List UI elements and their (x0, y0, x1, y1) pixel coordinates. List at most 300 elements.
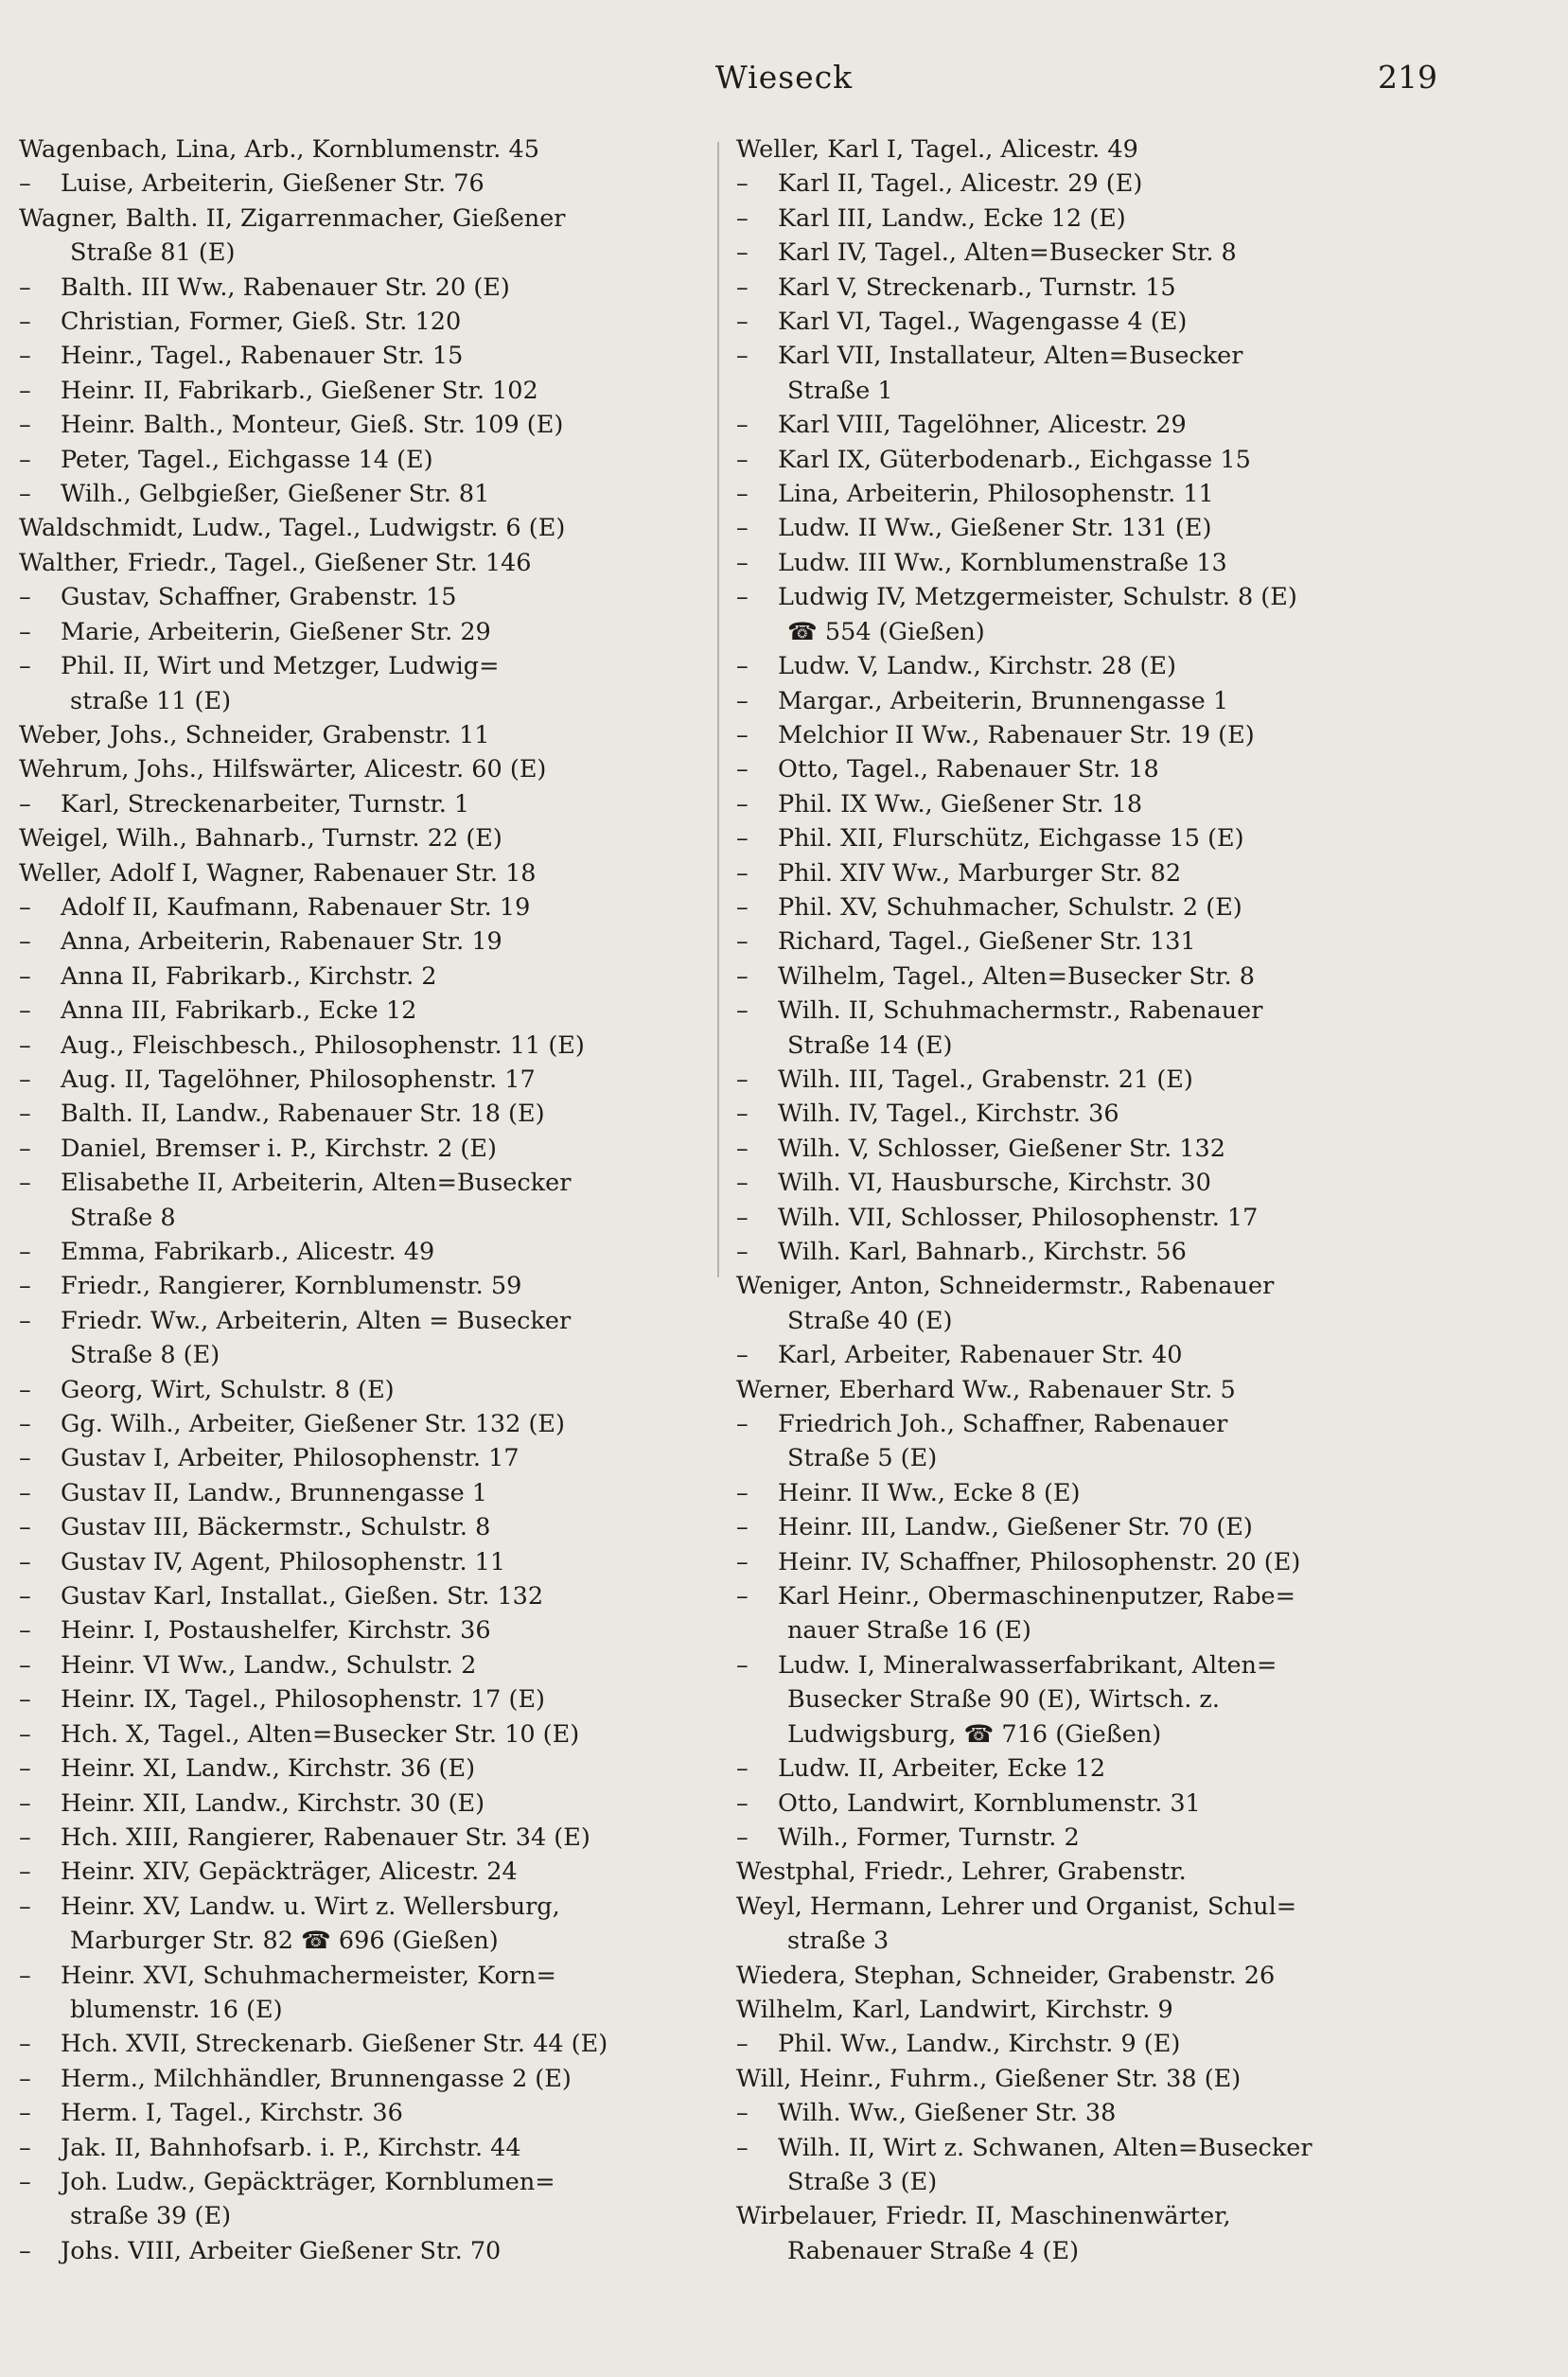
directory-entry (19, 787, 700, 821)
directory-entry (19, 1682, 700, 1717)
directory-entry (736, 2199, 1418, 2233)
page-title: Wieseck (714, 59, 854, 96)
entry-text: Heinr. II Ww., Ecke 8 (E) (778, 1478, 1081, 1507)
entry-text: blumenstr. 16 (E) (70, 1995, 283, 2024)
entry-text: Wilh., Former, Turnstr. 2 (778, 1822, 1080, 1852)
directory-entry (19, 1717, 700, 1752)
entry-text: Heinr. XIV, Gepäckträger, Alicestr. 24 (61, 1858, 518, 1887)
entry-text: Herm. I, Tagel., Kirchstr. 36 (61, 2099, 403, 2128)
entry-text: Jak. II, Bahnhofsarb. i. P., Kirchstr. 44 (61, 2133, 521, 2162)
ditto-dash: – (19, 273, 31, 302)
entry-text: Aug., Fleischbesch., Philosophenstr. 11 (E) (61, 1030, 585, 1060)
directory-entry (736, 2062, 1418, 2096)
entry-text: Straße 1 (787, 376, 893, 405)
entry-text: Anna, Arbeiterin, Rabenauer Str. 19 (61, 927, 502, 957)
ditto-dash: – (736, 1513, 749, 1542)
entry-text: Emma, Fabrikarb., Alicestr. 49 (61, 1238, 435, 1266)
entry-text: Heinr. III, Landw., Gießener Str. 70 (E) (778, 1513, 1253, 1542)
entry-text: Hch. XIII, Rangierer, Rabenauer Str. 34 (E) (61, 1822, 590, 1852)
entry-continuation (736, 1924, 1418, 1958)
ditto-dash: – (736, 824, 749, 854)
entry-text: Heinr. XV, Landw. u. Wirt z. Wellersburg, (61, 1892, 560, 1921)
ditto-dash: – (19, 2064, 31, 2093)
entry-text: Gustav IV, Agent, Philosophenstr. 11 (61, 1547, 506, 1576)
ditto-dash: – (736, 789, 749, 819)
directory-entry (19, 1235, 700, 1269)
entry-text: Karl, Streckenarbeiter, Turnstr. 1 (61, 789, 470, 819)
entry-text: Straße 81 (E) (70, 238, 236, 268)
entry-text: Wilh. III, Tagel., Grabenstr. 21 (E) (778, 1065, 1193, 1094)
directory-entry (736, 752, 1418, 786)
ditto-dash: – (736, 273, 749, 302)
entry-text: Marburger Str. 82 ☎ 696 (Gießen) (70, 1927, 499, 1956)
column-divider (717, 142, 719, 1277)
entry-text: Wilhelm, Karl, Landwirt, Kirchstr. 9 (736, 1995, 1173, 2024)
entry-text: ☎ 554 (Gießen) (787, 617, 985, 646)
directory-entry (19, 1752, 700, 1786)
entry-text: straße 3 (787, 1927, 890, 1956)
directory-entry (19, 511, 700, 545)
directory-entry (736, 1545, 1418, 1579)
ditto-dash: – (736, 1547, 749, 1576)
directory-entry (19, 890, 700, 924)
entry-text: Rabenauer Straße 4 (E) (787, 2236, 1080, 2265)
directory-entry (19, 1510, 700, 1544)
entry-text: Phil. IX Ww., Gießener Str. 18 (778, 789, 1143, 819)
entry-text: Heinr. IX, Tagel., Philosophenstr. 17 (E) (61, 1685, 546, 1715)
entry-text: Will, Heinr., Fuhrm., Gießener Str. 38 (E) (736, 2064, 1242, 2093)
ditto-dash: – (736, 2099, 749, 2128)
ditto-dash: – (736, 858, 749, 888)
directory-entry (19, 305, 700, 339)
directory-entry (736, 271, 1418, 305)
entry-text: Luise, Arbeiterin, Gießener Str. 76 (61, 169, 484, 199)
ditto-dash: – (736, 2030, 749, 2059)
ditto-dash: – (736, 308, 749, 337)
directory-entry (736, 1063, 1418, 1097)
ditto-dash: – (19, 1616, 31, 1646)
entry-continuation (736, 1029, 1418, 1063)
entry-text: Karl, Arbeiter, Rabenauer Str. 40 (778, 1341, 1183, 1370)
entry-text: Gustav Karl, Installat., Gießen. Str. 132 (61, 1582, 544, 1611)
entry-text: Herm., Milchhändler, Brunnengasse 2 (E) (61, 2064, 572, 2093)
directory-entry (19, 1166, 700, 1200)
directory-entry (19, 994, 700, 1028)
entry-text: Anna II, Fabrikarb., Kirchstr. 2 (61, 961, 437, 991)
directory-entry (19, 1097, 700, 1131)
ditto-dash: – (736, 2133, 749, 2162)
entry-text: Karl VIII, Tagelöhner, Alicestr. 29 (778, 411, 1187, 440)
directory-entry (736, 305, 1418, 339)
directory-entry (736, 2027, 1418, 2061)
ditto-dash: – (19, 342, 31, 371)
entry-text: Heinr. Balth., Monteur, Gieß. Str. 109 (E) (61, 411, 564, 440)
directory-entry (19, 167, 700, 201)
directory-entry (19, 1029, 700, 1063)
directory-entry (19, 2062, 700, 2096)
ditto-dash: – (19, 445, 31, 474)
entry-text: Ludwig IV, Metzgermeister, Schulstr. 8 (E) (778, 583, 1297, 612)
entry-text: Wagner, Balth. II, Zigarrenmacher, Gießener (19, 203, 566, 233)
directory-entry (736, 408, 1418, 442)
entry-text: Melchior II Ww., Rabenauer Str. 19 (E) (778, 720, 1255, 749)
ditto-dash: – (19, 1892, 31, 1921)
ditto-dash: – (736, 514, 749, 543)
directory-entry (19, 339, 700, 373)
ditto-dash: – (19, 961, 31, 991)
entry-continuation (19, 1201, 700, 1235)
entry-text: Wilh. Karl, Bahnarb., Kirchstr. 56 (778, 1238, 1187, 1266)
ditto-dash: – (736, 686, 749, 715)
directory-entry (19, 1476, 700, 1510)
ditto-dash: – (19, 1650, 31, 1680)
ditto-dash: – (19, 2133, 31, 2162)
ditto-dash: – (19, 583, 31, 612)
entry-text: Straße 5 (E) (787, 1444, 938, 1473)
entry-text: Karl Heinr., Obermaschinenputzer, Rabe= (778, 1582, 1295, 1611)
directory-entry (736, 787, 1418, 821)
directory-entry (736, 1752, 1418, 1786)
entry-continuation (736, 374, 1418, 408)
directory-entry (19, 1855, 700, 1889)
ditto-dash: – (19, 1822, 31, 1852)
entry-text: Richard, Tagel., Gießener Str. 131 (778, 927, 1196, 957)
ditto-dash: – (19, 1169, 31, 1198)
directory-entry (19, 1787, 700, 1821)
entry-text: straße 39 (E) (70, 2202, 232, 2231)
entry-text: Marie, Arbeiterin, Gießener Str. 29 (61, 617, 491, 646)
entry-continuation (19, 2199, 700, 2233)
directory-entry (736, 443, 1418, 477)
ditto-dash: – (736, 1238, 749, 1266)
ditto-dash: – (19, 411, 31, 440)
ditto-dash: – (19, 1858, 31, 1887)
ditto-dash: – (736, 342, 749, 371)
ditto-dash: – (19, 1685, 31, 1715)
entry-continuation (736, 615, 1418, 649)
entry-continuation (19, 236, 700, 270)
directory-entry (19, 1648, 700, 1682)
directory-entry (19, 718, 700, 752)
entry-text: Wilh. II, Schuhmachermstr., Rabenauer (778, 996, 1263, 1026)
entry-text: Straße 8 (E) (70, 1341, 220, 1370)
ditto-dash: – (736, 238, 749, 268)
directory-entry (736, 2096, 1418, 2130)
ditto-dash: – (736, 445, 749, 474)
directory-entry (736, 2131, 1418, 2165)
ditto-dash: – (736, 583, 749, 612)
directory-entry (736, 1235, 1418, 1269)
directory-entry (19, 443, 700, 477)
entry-text: Karl VI, Tagel., Wagengasse 4 (E) (778, 308, 1188, 337)
entry-text: Phil. XV, Schuhmacher, Schulstr. 2 (E) (778, 892, 1242, 922)
ditto-dash: – (19, 1547, 31, 1576)
entry-text: Wilh. VI, Hausbursche, Kirchstr. 30 (778, 1169, 1211, 1198)
ditto-dash: – (19, 789, 31, 819)
entry-text: Daniel, Bremser i. P., Kirchstr. 2 (E) (61, 1134, 497, 1163)
ditto-dash: – (736, 548, 749, 577)
ditto-dash: – (19, 892, 31, 922)
ditto-dash: – (19, 1478, 31, 1507)
entry-text: Johs. VIII, Arbeiter Gießener Str. 70 (61, 2236, 502, 2265)
directory-entry (19, 615, 700, 649)
entry-text: Anna III, Fabrikarb., Ecke 12 (61, 996, 417, 1026)
directory-entry (19, 1821, 700, 1855)
ditto-dash: – (736, 1065, 749, 1094)
entry-text: Wilh. V, Schlosser, Gießener Str. 132 (778, 1134, 1225, 1163)
ditto-dash: – (736, 961, 749, 991)
entry-text: Ludw. V, Landw., Kirchstr. 28 (E) (778, 652, 1176, 681)
ditto-dash: – (19, 1961, 31, 1990)
entry-text: Wilh., Gelbgießer, Gießener Str. 81 (61, 480, 490, 509)
ditto-dash: – (736, 892, 749, 922)
directory-entry (19, 408, 700, 442)
directory-entry (19, 924, 700, 959)
ditto-dash: – (736, 1169, 749, 1198)
entry-text: Balth. II, Landw., Rabenauer Str. 18 (E) (61, 1100, 545, 1129)
directory-entry (736, 1821, 1418, 1855)
directory-entry (736, 1993, 1418, 2027)
directory-entry (19, 132, 700, 167)
ditto-dash: – (736, 1788, 749, 1818)
ditto-dash: – (736, 1341, 749, 1370)
ditto-dash: – (19, 1306, 31, 1335)
entry-text: Wirbelauer, Friedr. II, Maschinenwärter, (736, 2202, 1231, 2231)
directory-entry (19, 1269, 700, 1303)
entry-text: Friedrich Joh., Schaffner, Rabenauer (778, 1410, 1228, 1439)
directory-entry (19, 752, 700, 786)
entry-text: Wilh. II, Wirt z. Schwanen, Alten=Busecker (778, 2133, 1313, 2162)
ditto-dash: – (736, 755, 749, 784)
directory-entry (19, 1304, 700, 1338)
right-column (736, 132, 1418, 2356)
ditto-dash: – (736, 1134, 749, 1163)
directory-entry (19, 1132, 700, 1166)
entry-text: Karl IX, Güterbodenarb., Eichgasse 15 (778, 445, 1251, 474)
entry-text: Hch. XVII, Streckenarb. Gießener Str. 44 (E) (61, 2030, 608, 2059)
ditto-dash: – (19, 1238, 31, 1266)
directory-entry (736, 477, 1418, 511)
ditto-dash: – (19, 1513, 31, 1542)
entry-text: Heinr. II, Fabrikarb., Gießener Str. 102 (61, 376, 538, 405)
directory-entry (736, 167, 1418, 201)
ditto-dash: – (19, 376, 31, 405)
entry-continuation (736, 2165, 1418, 2199)
directory-entry (19, 1613, 700, 1647)
ditto-dash: – (736, 720, 749, 749)
page-number: 219 (1378, 59, 1437, 96)
directory-entry (19, 1373, 700, 1407)
entry-text: Walther, Friedr., Tagel., Gießener Str. 146 (19, 548, 532, 577)
entry-text: Lina, Arbeiterin, Philosophenstr. 11 (778, 480, 1214, 509)
entry-text: Heinr. XVI, Schuhmachermeister, Korn= (61, 1961, 556, 1990)
entry-text: Waldschmidt, Ludw., Tagel., Ludwigstr. 6 (E) (19, 514, 566, 543)
directory-entry (19, 2096, 700, 2130)
entry-continuation (736, 1717, 1418, 1752)
entry-text: Straße 40 (E) (787, 1306, 953, 1335)
entry-text: Heinr. I, Postaushelfer, Kirchstr. 36 (61, 1616, 491, 1646)
ditto-dash: – (736, 480, 749, 509)
entry-continuation (736, 1304, 1418, 1338)
entry-text: Wilhelm, Tagel., Alten=Busecker Str. 8 (778, 961, 1255, 991)
directory-entry (736, 1201, 1418, 1235)
entry-text: Heinr., Tagel., Rabenauer Str. 15 (61, 342, 464, 371)
running-head (0, 59, 1568, 106)
directory-entry (736, 202, 1418, 236)
directory-entry (736, 1373, 1418, 1407)
ditto-dash: – (736, 1203, 749, 1232)
entry-continuation (736, 1682, 1418, 1717)
directory-entry (736, 1476, 1418, 1510)
directory-entry (736, 994, 1418, 1028)
entry-text: Weber, Johs., Schneider, Grabenstr. 11 (19, 720, 490, 749)
directory-entry (736, 821, 1418, 855)
entry-text: Phil. Ww., Landw., Kirchstr. 9 (E) (778, 2030, 1181, 2059)
directory-entry (736, 1959, 1418, 1993)
directory-entry (19, 1441, 700, 1475)
directory-entry (736, 1338, 1418, 1372)
directory-entry (736, 339, 1418, 373)
directory-entry (19, 2027, 700, 2061)
entry-text: Ludwigsburg, ☎ 716 (Gießen) (787, 1719, 1162, 1749)
ditto-dash: – (19, 169, 31, 199)
left-column (19, 132, 700, 2356)
entry-text: Straße 14 (E) (787, 1030, 953, 1060)
directory-entry (736, 1132, 1418, 1166)
directory-entry (736, 924, 1418, 959)
entry-text: Straße 8 (70, 1203, 176, 1232)
entry-text: Aug. II, Tagelöhner, Philosophenstr. 17 (61, 1065, 536, 1094)
directory-entry (19, 960, 700, 994)
ditto-dash: – (19, 2099, 31, 2128)
entry-continuation (19, 684, 700, 718)
entry-text: Georg, Wirt, Schulstr. 8 (E) (61, 1375, 395, 1404)
entry-text: Weller, Karl I, Tagel., Alicestr. 49 (736, 135, 1138, 164)
ditto-dash: – (19, 2236, 31, 2265)
entry-text: Busecker Straße 90 (E), Wirtsch. z. (787, 1685, 1220, 1715)
directory-entry (19, 546, 700, 580)
directory-entry (736, 1269, 1418, 1303)
ditto-dash: – (19, 1100, 31, 1129)
entry-text: Westphal, Friedr., Lehrer, Grabenstr. (736, 1858, 1187, 1887)
ditto-dash: – (736, 1754, 749, 1784)
ditto-dash: – (19, 1719, 31, 1749)
ditto-dash: – (19, 927, 31, 957)
directory-entry (19, 1407, 700, 1441)
ditto-dash: – (19, 2030, 31, 2059)
ditto-dash: – (19, 1065, 31, 1094)
entry-text: Otto, Landwirt, Kornblumenstr. 31 (778, 1788, 1201, 1818)
entry-continuation (19, 1338, 700, 1372)
entry-continuation (736, 1613, 1418, 1647)
entry-text: Phil. XII, Flurschütz, Eichgasse 15 (E) (778, 824, 1244, 854)
directory-entry (19, 1959, 700, 1993)
ditto-dash: – (736, 996, 749, 1026)
ditto-dash: – (736, 169, 749, 199)
entry-text: Karl VII, Installateur, Alten=Busecker (778, 342, 1243, 371)
entry-text: Karl II, Tagel., Alicestr. 29 (E) (778, 169, 1143, 199)
directory-entry (19, 649, 700, 683)
entry-text: Karl III, Landw., Ecke 12 (E) (778, 203, 1126, 233)
entry-text: Friedr., Rangierer, Kornblumenstr. 59 (61, 1272, 522, 1301)
directory-entry (736, 1407, 1418, 1441)
ditto-dash: – (19, 1788, 31, 1818)
directory-entry (19, 821, 700, 855)
entry-text: Karl V, Streckenarb., Turnstr. 15 (778, 273, 1176, 302)
ditto-dash: – (19, 308, 31, 337)
ditto-dash: – (19, 617, 31, 646)
entry-text: Ludw. I, Mineralwasserfabrikant, Alten= (778, 1650, 1277, 1680)
entry-text: Gg. Wilh., Arbeiter, Gießener Str. 132 (E) (61, 1410, 565, 1439)
ditto-dash: – (19, 1582, 31, 1611)
entry-text: nauer Straße 16 (E) (787, 1616, 1031, 1646)
entry-text: Gustav I, Arbeiter, Philosophenstr. 17 (61, 1444, 520, 1473)
entry-text: Wilh. IV, Tagel., Kirchstr. 36 (778, 1100, 1119, 1129)
entry-text: Adolf II, Kaufmann, Rabenauer Str. 19 (61, 892, 531, 922)
directory-entry (736, 1890, 1418, 1924)
ditto-dash: – (736, 1822, 749, 1852)
entry-text: Wilh. VII, Schlosser, Philosophenstr. 17 (778, 1203, 1259, 1232)
ditto-dash: – (19, 480, 31, 509)
directory-entry (736, 511, 1418, 545)
entry-text: Gustav II, Landw., Brunnengasse 1 (61, 1478, 488, 1507)
entry-text: Gustav, Schaffner, Grabenstr. 15 (61, 583, 457, 612)
entry-text: Gustav III, Bäckermstr., Schulstr. 8 (61, 1513, 491, 1542)
directory-entry (736, 236, 1418, 270)
ditto-dash: – (19, 1410, 31, 1439)
ditto-dash: – (19, 1444, 31, 1473)
directory-entry (19, 580, 700, 614)
entry-text: Wiedera, Stephan, Schneider, Grabenstr. 26 (736, 1961, 1276, 1990)
directory-entry (736, 649, 1418, 683)
ditto-dash: – (736, 203, 749, 233)
entry-text: Heinr. IV, Schaffner, Philosophenstr. 20 (E) (778, 1547, 1301, 1576)
directory-entry (19, 374, 700, 408)
directory-entry (19, 202, 700, 236)
entry-continuation (19, 1924, 700, 1958)
directory-entry (19, 2165, 700, 2199)
entry-text: Weigel, Wilh., Bahnarb., Turnstr. 22 (E) (19, 824, 502, 854)
entry-text: Ludw. II Ww., Gießener Str. 131 (E) (778, 514, 1212, 543)
directory-entry (736, 1166, 1418, 1200)
directory-entry (736, 890, 1418, 924)
directory-entry (736, 684, 1418, 718)
directory-entry (19, 2234, 700, 2268)
ditto-dash: – (19, 2167, 31, 2196)
entry-text: Balth. III Ww., Rabenauer Str. 20 (E) (61, 273, 510, 302)
directory-entry (736, 1787, 1418, 1821)
ditto-dash: – (19, 1272, 31, 1301)
entry-text: Karl IV, Tagel., Alten=Busecker Str. 8 (778, 238, 1237, 268)
entry-text: Phil. II, Wirt und Metzger, Ludwig= (61, 652, 500, 681)
directory-entry (736, 1097, 1418, 1131)
directory-entry (19, 1063, 700, 1097)
entry-text: Elisabethe II, Arbeiterin, Alten=Busecker (61, 1169, 572, 1198)
entry-text: Heinr. VI Ww., Landw., Schulstr. 2 (61, 1650, 477, 1680)
entry-text: Weyl, Hermann, Lehrer und Organist, Schul= (736, 1892, 1297, 1921)
directory-entry (736, 132, 1418, 167)
entry-text: Margar., Arbeiterin, Brunnengasse 1 (778, 686, 1229, 715)
directory-entry (19, 1579, 700, 1613)
entry-text: Phil. XIV Ww., Marburger Str. 82 (778, 858, 1182, 888)
ditto-dash: – (736, 927, 749, 957)
directory-entry (736, 1579, 1418, 1613)
entry-text: Weller, Adolf I, Wagner, Rabenauer Str. 18 (19, 858, 537, 888)
entry-text: Christian, Former, Gieß. Str. 120 (61, 308, 462, 337)
directory-entry (736, 1855, 1418, 1889)
entry-text: Wehrum, Johs., Hilfswärter, Alicestr. 60 (E) (19, 755, 547, 784)
entry-text: straße 11 (E) (70, 686, 232, 715)
